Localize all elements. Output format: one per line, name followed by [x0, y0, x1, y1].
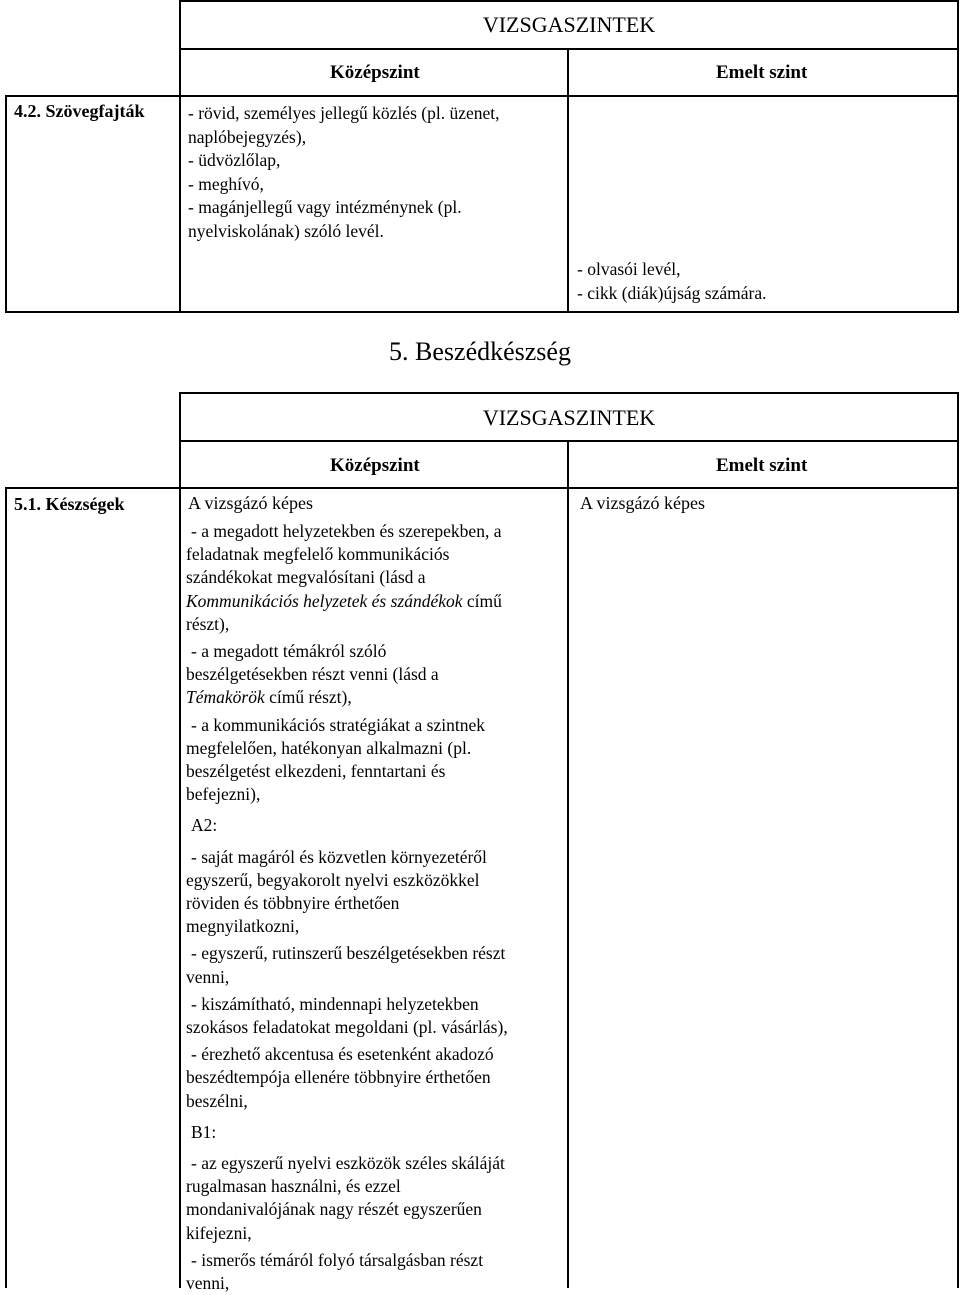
- text-line: [186, 590, 564, 613]
- text-line: - rövid, személyes jellegű közlés (pl. üzenet,: [188, 103, 500, 123]
- text-line: venni,: [186, 1273, 230, 1294]
- table-2-top-border: [179, 392, 959, 394]
- table-1-top-border: [179, 0, 959, 2]
- text-line: naplóbejegyzés),: [188, 126, 307, 147]
- table-1-right-border: [957, 0, 959, 313]
- table-1-left-border: [5, 95, 7, 313]
- text-line: - olvasói levél,: [577, 259, 681, 279]
- text-line: röviden és többnyire érthetően: [186, 893, 400, 914]
- text-line: beszélgetésekben részt venni (lásd a: [186, 664, 439, 685]
- table-1-label-divider: [179, 0, 181, 313]
- table-2-right-border: [957, 392, 959, 1288]
- table-1-header-divider: [179, 48, 959, 50]
- text-line: szokásos feladatokat megoldani (pl. vásárlás),: [186, 1017, 508, 1038]
- table-2-label-divider: [179, 392, 181, 1288]
- text-line: - a kommunikációs stratégiákat a szintnek: [191, 714, 486, 735]
- table-2-left-border: [5, 487, 7, 1288]
- text-line: rugalmasan használni, és ezzel: [186, 1176, 401, 1197]
- table-2-mid-content: [186, 520, 564, 1295]
- text-span: című: [462, 590, 502, 611]
- text-line: - a megadott helyzetekben és szerepekben, a: [191, 521, 502, 541]
- text-line: mondanivalójának nagy részét egyszerűen: [186, 1199, 482, 1220]
- table-2-header: VIZSGASZINTEK: [482, 405, 656, 430]
- text-line: - meghívó,: [188, 173, 264, 194]
- table-1-col-divider: [567, 48, 569, 313]
- italic-reference: Témakörök: [186, 687, 265, 708]
- table-1-subheader-divider: [5, 95, 959, 97]
- text-line: beszélgetést elkezdeni, fenntartani és: [186, 761, 446, 782]
- text-line: nyelviskolának) szóló levél.: [188, 220, 384, 241]
- text-line: - az egyszerű nyelvi eszközök széles skáláját: [191, 1153, 505, 1174]
- text-line: - cikk (diák)újság számára.: [577, 282, 767, 303]
- level-label-a2: A2:: [191, 815, 218, 836]
- section-title: 5. Beszédkészség: [389, 337, 571, 366]
- text-line: beszélni,: [186, 1090, 248, 1111]
- text-line: - ismerős témáról folyó társalgásban részt: [191, 1249, 484, 1270]
- level-label-b1: B1:: [191, 1121, 217, 1142]
- table-1-row-label: 4.2. Szövegfajták: [14, 101, 145, 121]
- text-line: venni,: [186, 966, 230, 987]
- italic-reference: Kommunikációs helyzetek és szándékok: [186, 590, 463, 611]
- table-2-col-high: Emelt szint: [716, 455, 808, 476]
- text-line: - a megadott témákról szóló: [191, 641, 387, 662]
- text-line: - üdvözlőlap,: [188, 150, 281, 170]
- table-1-col-high: Emelt szint: [716, 62, 808, 83]
- text-line: feladatnak megfelelő kommunikációs: [186, 544, 450, 565]
- text-span: című részt),: [264, 687, 352, 708]
- table-1-header: VIZSGASZINTEK: [482, 12, 656, 37]
- table-2-col-mid: Középszint: [330, 455, 420, 476]
- table-2-header-divider: [179, 440, 959, 442]
- text-line: - egyszerű, rutinszerű beszélgetésekben részt: [191, 943, 506, 964]
- table-1-bottom-border: [5, 311, 959, 313]
- text-line: befejezni),: [186, 784, 261, 805]
- text-line: - érezhető akcentusa és esetenként akadozó: [191, 1044, 494, 1065]
- table-1-high-content: [577, 258, 952, 305]
- text-line: szándékokat megvalósítani (lásd a: [186, 567, 426, 588]
- text-line: megfelelően, hatékonyan alkalmazni (pl.: [186, 737, 472, 758]
- text-line: egyszerű, begyakorolt nyelvi eszközökkel: [186, 869, 480, 890]
- table-1-mid-content: [188, 102, 563, 243]
- text-line: megnyilatkozni,: [186, 916, 300, 937]
- text-line: beszédtempója ellenére többnyire érthetően: [186, 1067, 491, 1088]
- table-1-col-mid: Középszint: [330, 62, 420, 83]
- text-line: [186, 686, 564, 709]
- text-line: - saját magáról és közvetlen környezetéről: [191, 846, 487, 867]
- text-line: - magánjellegű vagy intézménynek (pl.: [188, 197, 462, 217]
- table-2-high-intro: A vizsgázó képes: [580, 493, 705, 513]
- table-2-mid-intro: A vizsgázó képes: [188, 493, 313, 513]
- text-line: részt),: [186, 613, 230, 634]
- table-2-col-divider: [567, 440, 569, 1288]
- table-2-row-label: 5.1. Készségek: [14, 494, 125, 514]
- text-line: - kiszámítható, mindennapi helyzetekben: [191, 993, 479, 1014]
- table-2-subheader-divider: [5, 487, 959, 489]
- text-line: kifejezni,: [186, 1222, 252, 1243]
